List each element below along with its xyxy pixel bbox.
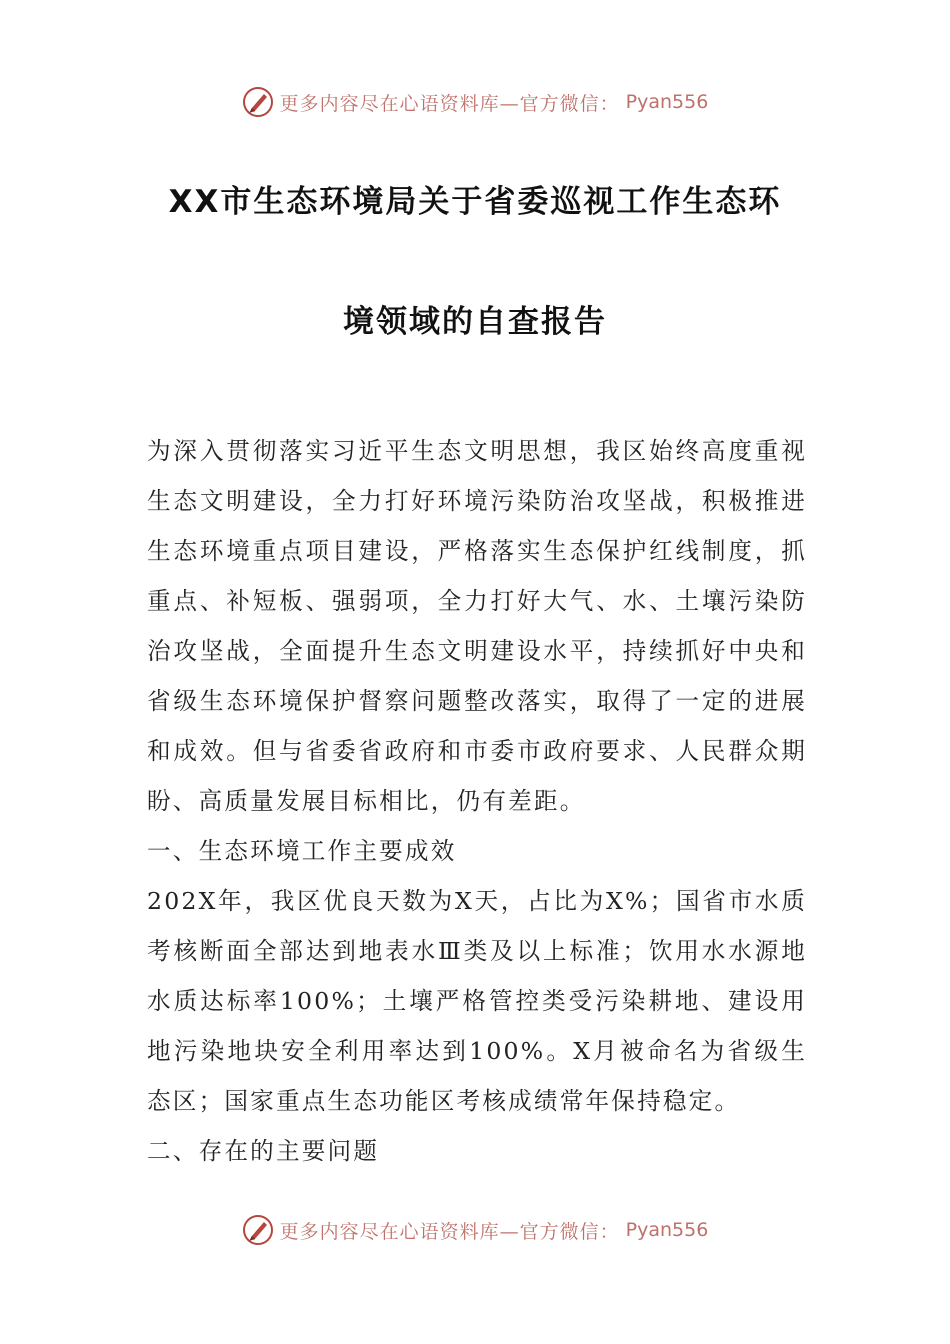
document-body [147, 426, 807, 1176]
section2-heading: 二、存在的主要问题 [147, 1137, 380, 1165]
watermark-banner-top [0, 82, 950, 122]
watermark-text: 更多内容尽在心语资料库—官方微信： [279, 92, 620, 115]
intro-paragraph: 为深入贯彻落实习近平生态文明思想，我区始终高度重视生态文明建设，全力打好环境污染防治攻坚战，积极推进生态环境重点项目建设，严格落实生态保护红线制度，抓重点、补短板、强弱项，全力打好大气、水、土壤污染防治攻坚战，全面提升生态文明建设水平，持续抓好中央和省级生态环境保护督察问题整改落实，取得了一定的进展和成效。但与省委省政府和市委市政府要求、人民群众期盼、高质量发展目标相比，仍有差距。 [147, 437, 807, 815]
watermark-text: 更多内容尽在心语资料库—官方微信： [279, 1220, 620, 1243]
wechat-id: Pyan556 [625, 91, 709, 113]
section1-paragraph: 202X年，我区优良天数为X天，占比为X%；国省市水质考核断面全部达到地表水Ⅲ类及以上标准；饮用水水源地水质达标率100%；土壤严格管控类受污染耕地、建设用地污染地块安全利用率达到100%。X月被命名为省级生态区；国家重点生态功能区考核成绩常年保持稳定。 [147, 887, 807, 1115]
pen-logo-icon [242, 86, 274, 118]
document-title-line2: 境领域的自查报告 [343, 304, 607, 340]
section1-heading: 一、生态环境工作主要成效 [147, 837, 457, 865]
document-title-line1: XX市生态环境局关于省委巡视工作生态环 [168, 184, 782, 220]
pen-logo-icon [242, 1214, 274, 1246]
wechat-id: Pyan556 [625, 1219, 709, 1241]
watermark-banner-bottom [0, 1210, 950, 1250]
